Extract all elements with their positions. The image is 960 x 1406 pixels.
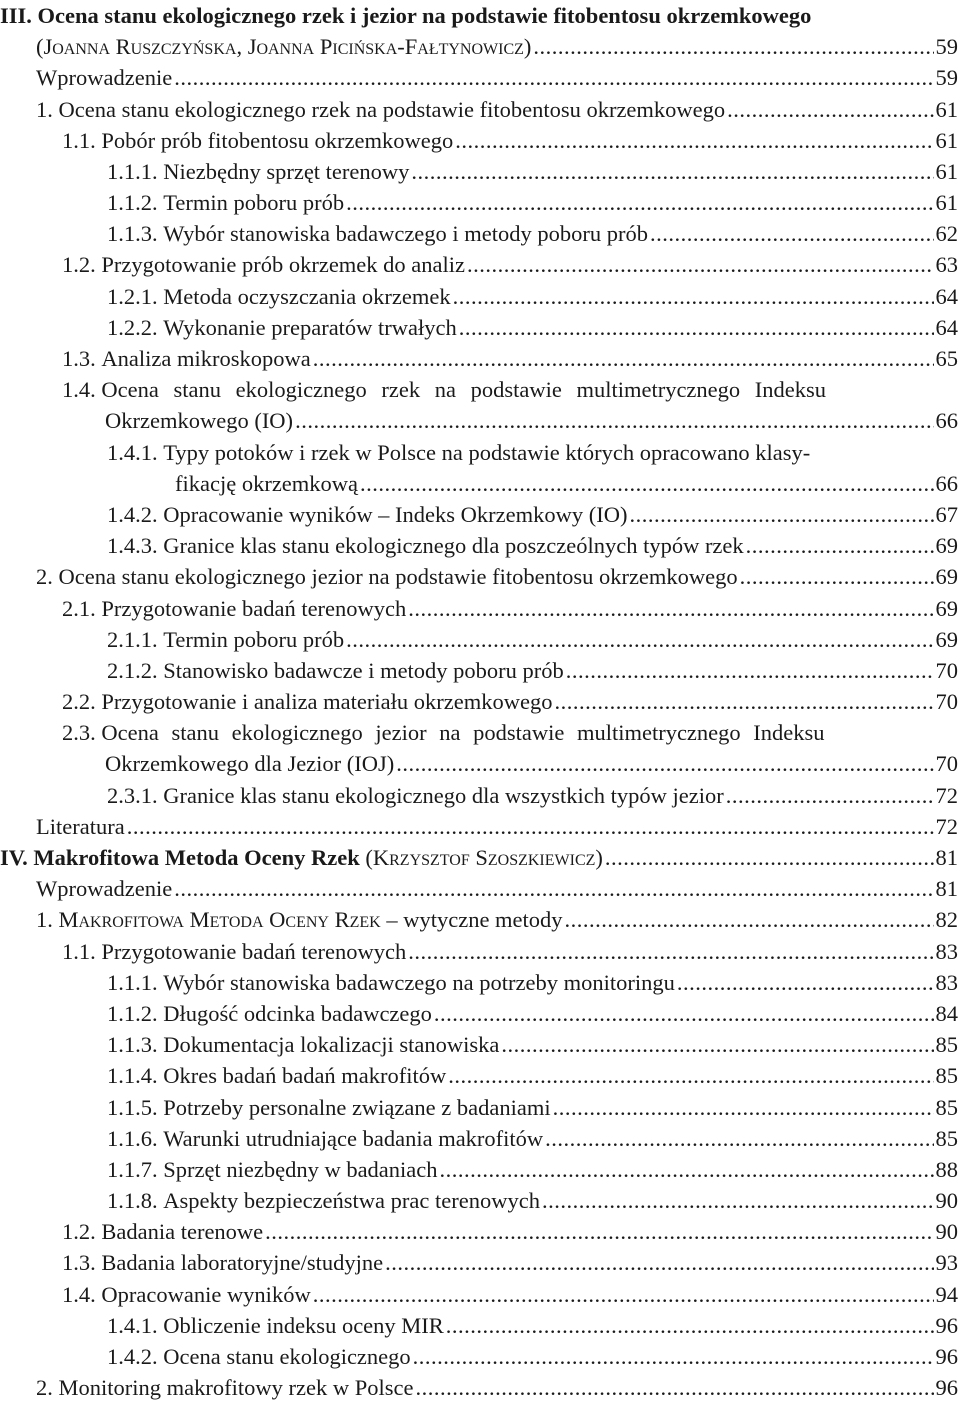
leader-dots <box>726 780 934 811</box>
entry-number: 1.1.1. <box>107 158 158 184</box>
entry-number: 1.4.3. <box>107 533 158 559</box>
entry-page: 94 <box>935 1281 958 1307</box>
entry-page: 62 <box>935 221 958 247</box>
entry-page: 63 <box>935 252 958 278</box>
entry-title: Ocena stanu ekologicznego rzek na podstawie multimetrycznego Indeksu <box>101 377 827 403</box>
entry-title: Ocena stanu ekologicznego <box>163 1344 411 1370</box>
leader-dots <box>727 94 933 125</box>
toc-entry <box>0 31 960 62</box>
entry-page: 96 <box>935 1344 958 1370</box>
entry-title: Sprzęt niezbędny w badaniach <box>163 1156 438 1182</box>
entry-page: 81 <box>935 876 958 902</box>
entry-number: 1. <box>36 96 53 122</box>
entry-page: 67 <box>935 501 958 527</box>
entry-page: 85 <box>935 1063 958 1089</box>
leader-dots <box>746 530 934 561</box>
toc-entry <box>0 1092 960 1123</box>
leader-dots <box>740 561 934 592</box>
toc-entry-heading <box>0 842 960 873</box>
entry-title: Ocena stanu ekologicznego rzek i jezior na podstawie fitobentosu okrzemkowego <box>37 2 812 28</box>
entry-number: 2. <box>36 564 53 590</box>
entry-number: 1.1.2. <box>107 190 158 216</box>
entry-page: 96 <box>935 1375 958 1401</box>
leader-dots <box>455 125 933 156</box>
leader-dots <box>533 31 933 62</box>
leader-dots <box>313 343 934 374</box>
entry-title: Aspekty bezpieczeństwa prac terenowych <box>163 1188 540 1214</box>
entry-number: 1.1.1. <box>107 969 158 995</box>
leader-dots <box>630 499 934 530</box>
entry-number: IV. <box>0 845 28 871</box>
entry-page: 83 <box>935 938 958 964</box>
toc-entry <box>0 281 960 312</box>
entry-title: Granice klas stanu ekologicznego dla wszystkich typów jezior <box>163 782 724 808</box>
entry-page: 96 <box>935 1312 958 1338</box>
toc-entry <box>0 686 960 717</box>
entry-title: Wybór stanowiska badawczego i metody poboru prób <box>163 221 649 247</box>
toc-entry <box>0 218 960 249</box>
entry-number: 1.2.1. <box>107 283 158 309</box>
leader-dots <box>650 218 933 249</box>
leader-dots <box>565 904 934 935</box>
leader-dots <box>554 686 933 717</box>
toc-entry <box>0 94 960 125</box>
entry-page: 70 <box>935 689 958 715</box>
toc-entry <box>0 1185 960 1216</box>
toc-entry <box>0 936 960 967</box>
entry-number: 1.3. <box>62 1250 96 1276</box>
entry-number: 1.1.4. <box>107 1063 158 1089</box>
entry-title: Opracowanie wyników <box>101 1281 311 1307</box>
leader-dots <box>545 1123 933 1154</box>
entry-title: Termin poboru prób <box>163 626 345 652</box>
entry-page: 84 <box>935 1000 958 1026</box>
leader-dots <box>396 748 933 779</box>
entry-page: 85 <box>935 1032 958 1058</box>
entry-title: Badania laboratoryjne/studyjne <box>101 1250 384 1276</box>
entry-page: 88 <box>935 1156 958 1182</box>
entry-title: Przygotowanie i analiza materiału okrzemkowego <box>101 689 553 715</box>
entry-page: 83 <box>935 969 958 995</box>
entry-title: Dokumentacja lokalizacji stanowiska <box>163 1032 500 1058</box>
toc-entry <box>0 437 960 468</box>
entry-title: Ocena stanu ekologicznego jezior na podstawie multimetrycznego Indeksu <box>101 720 825 746</box>
entry-number: 2.3.1. <box>107 782 158 808</box>
leader-dots <box>459 312 934 343</box>
toc-entry <box>0 1154 960 1185</box>
entry-page: 66 <box>935 408 958 434</box>
toc-entry-continuation <box>0 749 960 780</box>
entry-number: 1.1.3. <box>107 221 158 247</box>
entry-page: 90 <box>935 1188 958 1214</box>
entry-title: Opracowanie wyników – Indeks Okrzemkowy (IO) <box>163 501 628 527</box>
entry-page: 61 <box>935 127 958 153</box>
entry-number: 1.1.3. <box>107 1032 158 1058</box>
entry-page: 59 <box>935 65 958 91</box>
entry-number: 1.4.1. <box>107 1312 158 1338</box>
entry-number: 2.1.1. <box>107 626 158 652</box>
leader-dots <box>453 281 934 312</box>
leader-dots <box>448 1060 933 1091</box>
entry-page: 72 <box>935 813 958 839</box>
entry-authors: (Krzysztof Szoszkiewicz) <box>365 845 603 871</box>
leader-dots <box>415 1372 933 1403</box>
entry-number: 1.4. <box>62 377 96 403</box>
toc-entry <box>0 312 960 343</box>
toc-entry <box>0 1216 960 1247</box>
toc-entry-continuation <box>0 405 960 436</box>
entry-page: 69 <box>935 626 958 652</box>
entry-number: 1.2.2. <box>107 314 158 340</box>
entry-page: 70 <box>935 751 958 777</box>
entry-title: Makrofitowa Metoda Oceny Rzek <box>58 907 381 933</box>
leader-dots <box>408 593 933 624</box>
toc-entry <box>0 1060 960 1091</box>
entry-number: 1.2. <box>62 252 96 278</box>
entry-page: 65 <box>935 346 958 372</box>
leader-dots <box>501 1029 933 1060</box>
toc-entry <box>0 655 960 686</box>
entry-title-suffix: – wytyczne metody <box>386 907 563 933</box>
leader-dots <box>446 1310 934 1341</box>
toc-entry <box>0 343 960 374</box>
toc-entry <box>0 624 960 655</box>
leader-dots <box>553 1092 934 1123</box>
entry-title: Literatura <box>36 813 125 839</box>
entry-number: 1.1. <box>62 938 96 964</box>
toc-entry <box>0 1310 960 1341</box>
leader-dots <box>677 967 934 998</box>
entry-title: Ocena stanu ekologicznego rzek na podstawie fitobentosu okrzemkowego <box>58 96 726 122</box>
entry-page: 72 <box>935 782 958 808</box>
entry-page: 61 <box>935 96 958 122</box>
entry-number: 2. <box>36 1375 53 1401</box>
entry-title-continued: Okrzemkowego dla Jezior (IOJ) <box>105 751 395 777</box>
entry-number: 1.4.1. <box>107 439 158 465</box>
entry-number: 1.4.2. <box>107 501 158 527</box>
entry-title-continued: Okrzemkowego (IO) <box>105 408 294 434</box>
entry-title: Analiza mikroskopowa <box>101 346 311 372</box>
toc-entry <box>0 1279 960 1310</box>
toc-entry <box>0 593 960 624</box>
toc-entry <box>0 187 960 218</box>
entry-page: 85 <box>935 1094 958 1120</box>
leader-dots <box>411 156 933 187</box>
entry-authors: (Joanna Ruszczyńska, Joanna Picińska-Fałtynowicz) <box>36 34 532 60</box>
toc-entry <box>0 561 960 592</box>
leader-dots <box>434 998 934 1029</box>
toc-entry <box>0 499 960 530</box>
toc-entry <box>0 904 960 935</box>
toc-entry-heading <box>0 0 960 31</box>
leader-dots <box>467 249 933 280</box>
leader-dots <box>265 1216 933 1247</box>
entry-page: 69 <box>935 595 958 621</box>
entry-title: Monitoring makrofitowy rzek w Polsce <box>58 1375 414 1401</box>
toc-entry <box>0 780 960 811</box>
toc-entry <box>0 1248 960 1279</box>
leader-dots <box>127 811 934 842</box>
entry-title: Okres badań badań makrofitów <box>163 1063 447 1089</box>
entry-title: Potrzeby personalne związane z badaniami <box>163 1094 551 1120</box>
entry-title: Wprowadzenie <box>36 876 173 902</box>
leader-dots <box>346 187 933 218</box>
entry-title: Niezbędny sprzęt terenowy <box>163 158 410 184</box>
entry-page: 69 <box>935 564 958 590</box>
entry-number: 1.1.2. <box>107 1000 158 1026</box>
entry-page: 66 <box>935 470 958 496</box>
toc-entry <box>0 717 960 748</box>
entry-number: 1.1. <box>62 127 96 153</box>
toc-entry <box>0 62 960 93</box>
leader-dots <box>313 1279 934 1310</box>
entry-number: 1.1.8. <box>107 1188 158 1214</box>
entry-title: Badania terenowe <box>101 1219 264 1245</box>
entry-number: 1.1.5. <box>107 1094 158 1120</box>
entry-title: Stanowisko badawcze i metody poboru prób <box>163 657 564 683</box>
entry-number: 1.1.6. <box>107 1125 158 1151</box>
leader-dots <box>385 1247 933 1278</box>
entry-number: III. <box>0 2 32 28</box>
entry-number: 1.3. <box>62 346 96 372</box>
entry-title-continued: fikację okrzemkową <box>175 470 359 496</box>
entry-number: 1.4. <box>62 1281 96 1307</box>
entry-number: 1.4.2. <box>107 1344 158 1370</box>
toc-entry <box>0 156 960 187</box>
entry-page: 64 <box>935 283 958 309</box>
toc-entry <box>0 967 960 998</box>
entry-title: Ocena stanu ekologicznego jezior na podstawie fitobentosu okrzemkowego <box>58 564 738 590</box>
entry-title: Warunki utrudniające badania makrofitów <box>163 1125 544 1151</box>
toc-entry <box>0 250 960 281</box>
entry-title: Wprowadzenie <box>36 65 173 91</box>
entry-page: 81 <box>935 845 958 871</box>
leader-dots <box>440 1154 934 1185</box>
toc-entry <box>0 811 960 842</box>
entry-page: 93 <box>935 1250 958 1276</box>
entry-number: 1.1.7. <box>107 1156 158 1182</box>
leader-dots <box>174 873 933 904</box>
entry-title: Pobór prób fitobentosu okrzemkowego <box>101 127 454 153</box>
entry-number: 1. <box>36 907 53 933</box>
entry-page: 61 <box>935 158 958 184</box>
entry-title: Makrofitowa Metoda Oceny Rzek <box>33 845 360 871</box>
entry-title: Obliczenie indeksu oceny MIR <box>163 1312 444 1338</box>
leader-dots <box>360 468 933 499</box>
toc-entry <box>0 374 960 405</box>
entry-page: 69 <box>935 533 958 559</box>
entry-title: Przygotowanie badań terenowych <box>101 595 407 621</box>
leader-dots <box>542 1185 934 1216</box>
entry-page: 64 <box>935 314 958 340</box>
entry-title: Przygotowanie prób okrzemek do analiz <box>101 252 466 278</box>
leader-dots <box>408 936 933 967</box>
toc-entry <box>0 873 960 904</box>
leader-dots <box>174 62 933 93</box>
entry-number: 2.3. <box>62 720 96 746</box>
toc-entry <box>0 1372 960 1403</box>
entry-page: 59 <box>935 34 958 60</box>
toc-entry <box>0 998 960 1029</box>
entry-page: 61 <box>935 190 958 216</box>
entry-title: Typy potoków i rzek w Polsce na podstawie których opracowano klasy- <box>163 439 811 465</box>
leader-dots <box>413 1341 934 1372</box>
toc-entry <box>0 1341 960 1372</box>
entry-title: Wykonanie preparatów trwałych <box>163 314 457 340</box>
toc-entry <box>0 125 960 156</box>
entry-page: 90 <box>935 1219 958 1245</box>
entry-title: Termin poboru prób <box>163 190 345 216</box>
entry-page: 70 <box>935 657 958 683</box>
leader-dots <box>566 655 934 686</box>
toc-entry-continuation <box>0 468 960 499</box>
toc-entry <box>0 1123 960 1154</box>
entry-title: Metoda oczyszczania okrzemek <box>163 283 451 309</box>
entry-number: 2.1. <box>62 595 96 621</box>
toc-entry <box>0 530 960 561</box>
entry-title: Przygotowanie badań terenowych <box>101 938 407 964</box>
entry-title: Wybór stanowiska badawczego na potrzeby monitoringu <box>163 969 675 995</box>
entry-title: Długość odcinka badawczego <box>163 1000 432 1026</box>
entry-number: 2.1.2. <box>107 657 158 683</box>
leader-dots <box>346 624 933 655</box>
toc-entry <box>0 1029 960 1060</box>
entry-page: 82 <box>935 907 958 933</box>
entry-title: Granice klas stanu ekologicznego dla poszczeólnych typów rzek <box>163 533 744 559</box>
entry-page: 85 <box>935 1125 958 1151</box>
leader-dots <box>295 405 933 436</box>
entry-number: 2.2. <box>62 689 96 715</box>
leader-dots <box>605 842 934 873</box>
entry-number: 1.2. <box>62 1219 96 1245</box>
